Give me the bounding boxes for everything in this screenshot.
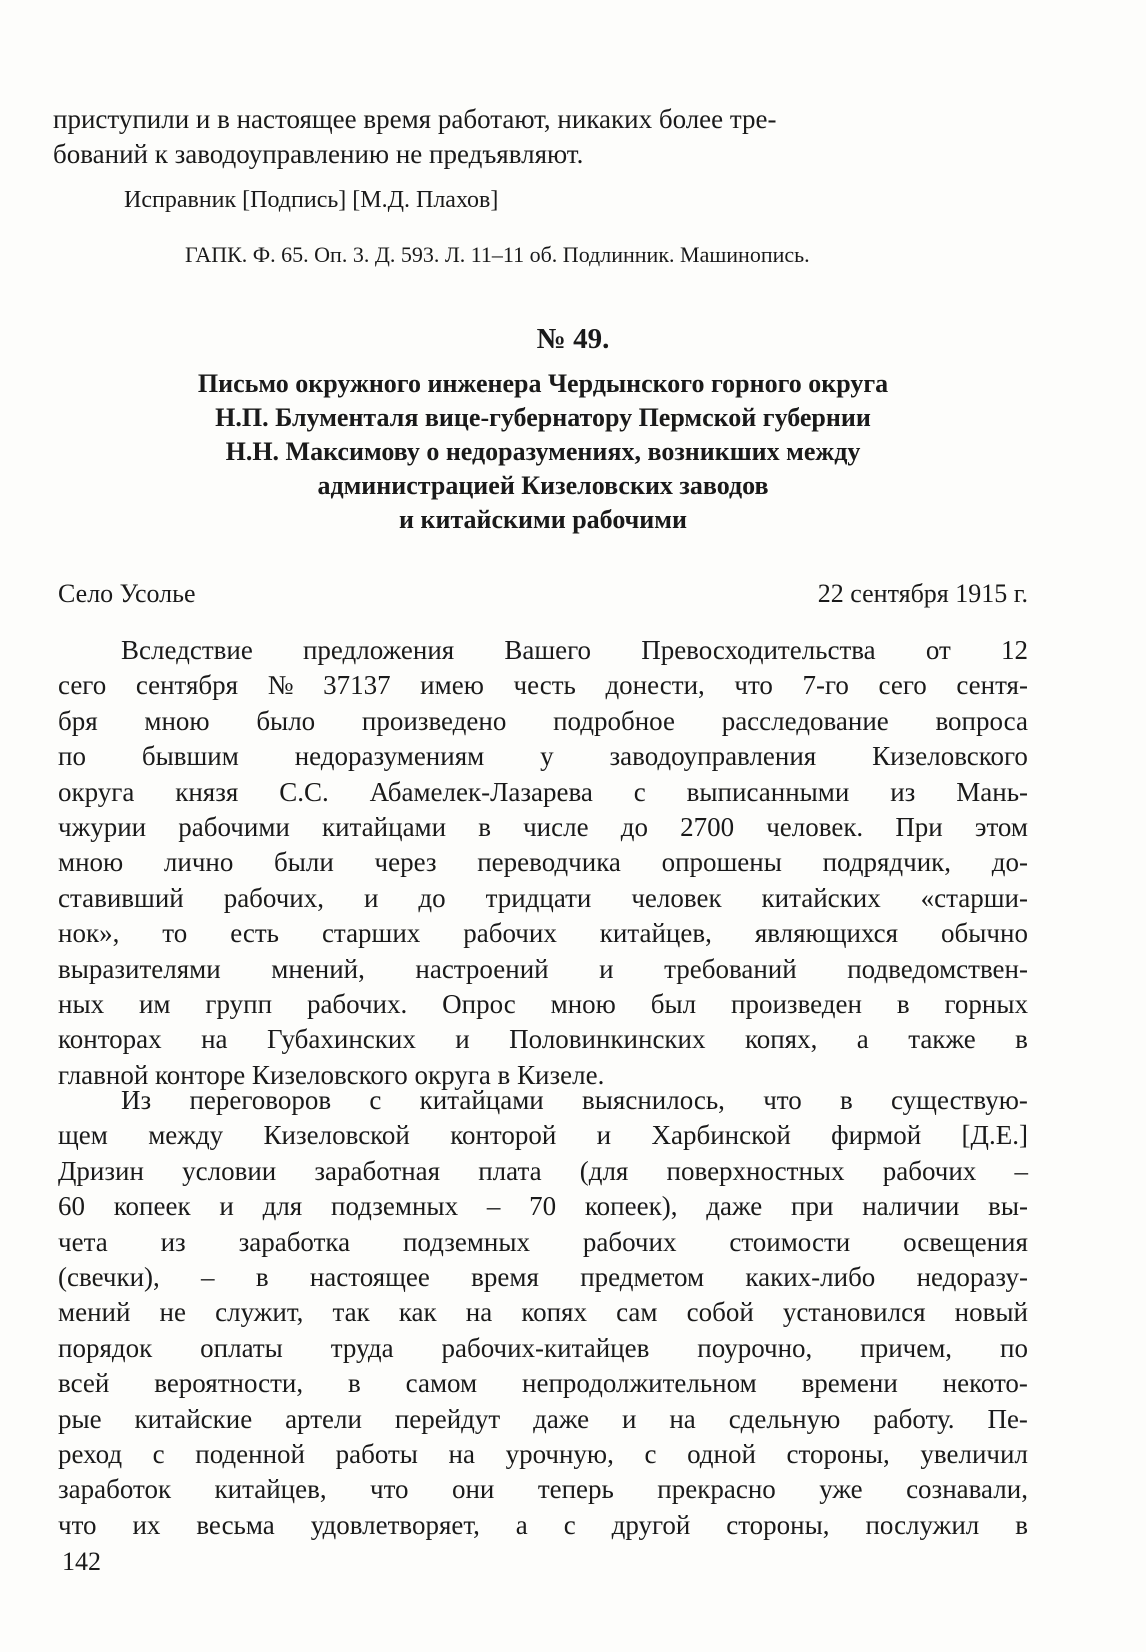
body-paragraph-1: [58, 633, 1028, 1093]
paragraph-line: ных им групп рабочих. Опрос мною был произведен в горных: [58, 989, 1028, 1020]
title-line: Н.П. Блументаля вице-губернатору Пермской губернии: [215, 403, 871, 432]
paragraph-line: реход с поденной работы на урочную, с одной стороны, увеличил: [58, 1439, 1028, 1470]
body-paragraph-2: [58, 1083, 1028, 1543]
title-line: Письмо окружного инженера Чердынского горного округа: [197, 369, 889, 398]
paragraph-line: по бывшим недоразумениям у заводоуправления Кизеловского: [58, 741, 1028, 772]
document-number: № 49.: [536, 323, 610, 355]
paragraph-line: порядок оплаты труда рабочих-китайцев поурочно, причем, по: [58, 1332, 1028, 1363]
paragraph-line: ставивший рабочих, и до тридцати человек китайских «старши-: [58, 882, 1028, 913]
text-line: бований к заводоуправлению не предъявляют.: [53, 139, 584, 169]
document-date: 22 сентября 1915 г.: [817, 579, 1028, 608]
paragraph-line: всей вероятности, в самом непродолжительном времени некото-: [58, 1368, 1028, 1399]
paragraph-line: конторах на Губахинских и Половинкинских копях, а также в: [58, 1024, 1028, 1055]
page-number: 142: [62, 1547, 101, 1576]
paragraph-line: главной конторе Кизеловского округа в Кизеле.: [58, 1059, 605, 1090]
paragraph-line: Из переговоров с китайцами выяснилось, что в существую-: [121, 1085, 1028, 1115]
paragraph-line: заработок китайцев, что они теперь прекрасно уже сознавали,: [58, 1474, 1028, 1505]
paragraph-line: мною лично были через переводчика опрошены подрядчик, до-: [58, 847, 1028, 878]
continuation-text: [53, 102, 1028, 172]
document-title: [58, 367, 1028, 537]
paragraph-line: рые китайские артели перейдут даже и на сдельную работу. Пе-: [58, 1403, 1028, 1434]
place-date-line: [58, 578, 1028, 610]
archive-reference: ГАПК. Ф. 65. Оп. 3. Д. 593. Л. 11–11 об. Подлинник. Машинопись.: [185, 242, 810, 267]
paragraph-line: мений не служит, так как на копях сам собой установился новый: [58, 1297, 1028, 1328]
paragraph-line: Дризин условии заработная плата (для поверхностных рабочих –: [58, 1155, 1028, 1186]
paragraph-line: нок», то есть старших рабочих китайцев, являющихся обычно: [58, 918, 1028, 949]
document-place: Село Усолье: [58, 579, 196, 608]
title-line: администрацией Кизеловских заводов: [317, 471, 769, 500]
text-line: приступили и в настоящее время работают, никаких более тре-: [53, 104, 777, 134]
paragraph-line: чжурии рабочими китайцами в числе до 2700 человек. При этом: [58, 812, 1028, 843]
paragraph-line: 60 копеек и для подземных – 70 копеек), даже при наличии вы-: [58, 1191, 1028, 1222]
paragraph-line: округа князя С.С. Абамелек-Лазарева с выписанными из Мань-: [58, 776, 1028, 807]
title-line: Н.Н. Максимову о недоразумениях, возникших между: [225, 437, 861, 466]
paragraph-line: Вследствие предложения Вашего Превосходительства от 12: [121, 635, 1028, 665]
paragraph-line: (свечки), – в настоящее время предметом каких-либо недоразу-: [58, 1262, 1028, 1293]
paragraph-line: чета из заработка подземных рабочих стоимости освещения: [58, 1226, 1028, 1257]
paragraph-line: выразителями мнений, настроений и требований подведомствен-: [58, 953, 1028, 984]
paragraph-line: бря мною было произведено подробное расследование вопроса: [58, 705, 1028, 736]
paragraph-line: щем между Кизеловской конторой и Харбинской фирмой [Д.Е.]: [58, 1120, 1028, 1151]
paragraph-line: сего сентября № 37137 имею честь донести, что 7-го сего сентя-: [58, 670, 1028, 701]
paragraph-line: что их весьма удовлетворяет, а с другой стороны, послужил в: [58, 1509, 1028, 1540]
title-line: и китайскими рабочими: [399, 505, 687, 534]
signature-line: Исправник [Подпись] [М.Д. Плахов]: [124, 187, 499, 213]
